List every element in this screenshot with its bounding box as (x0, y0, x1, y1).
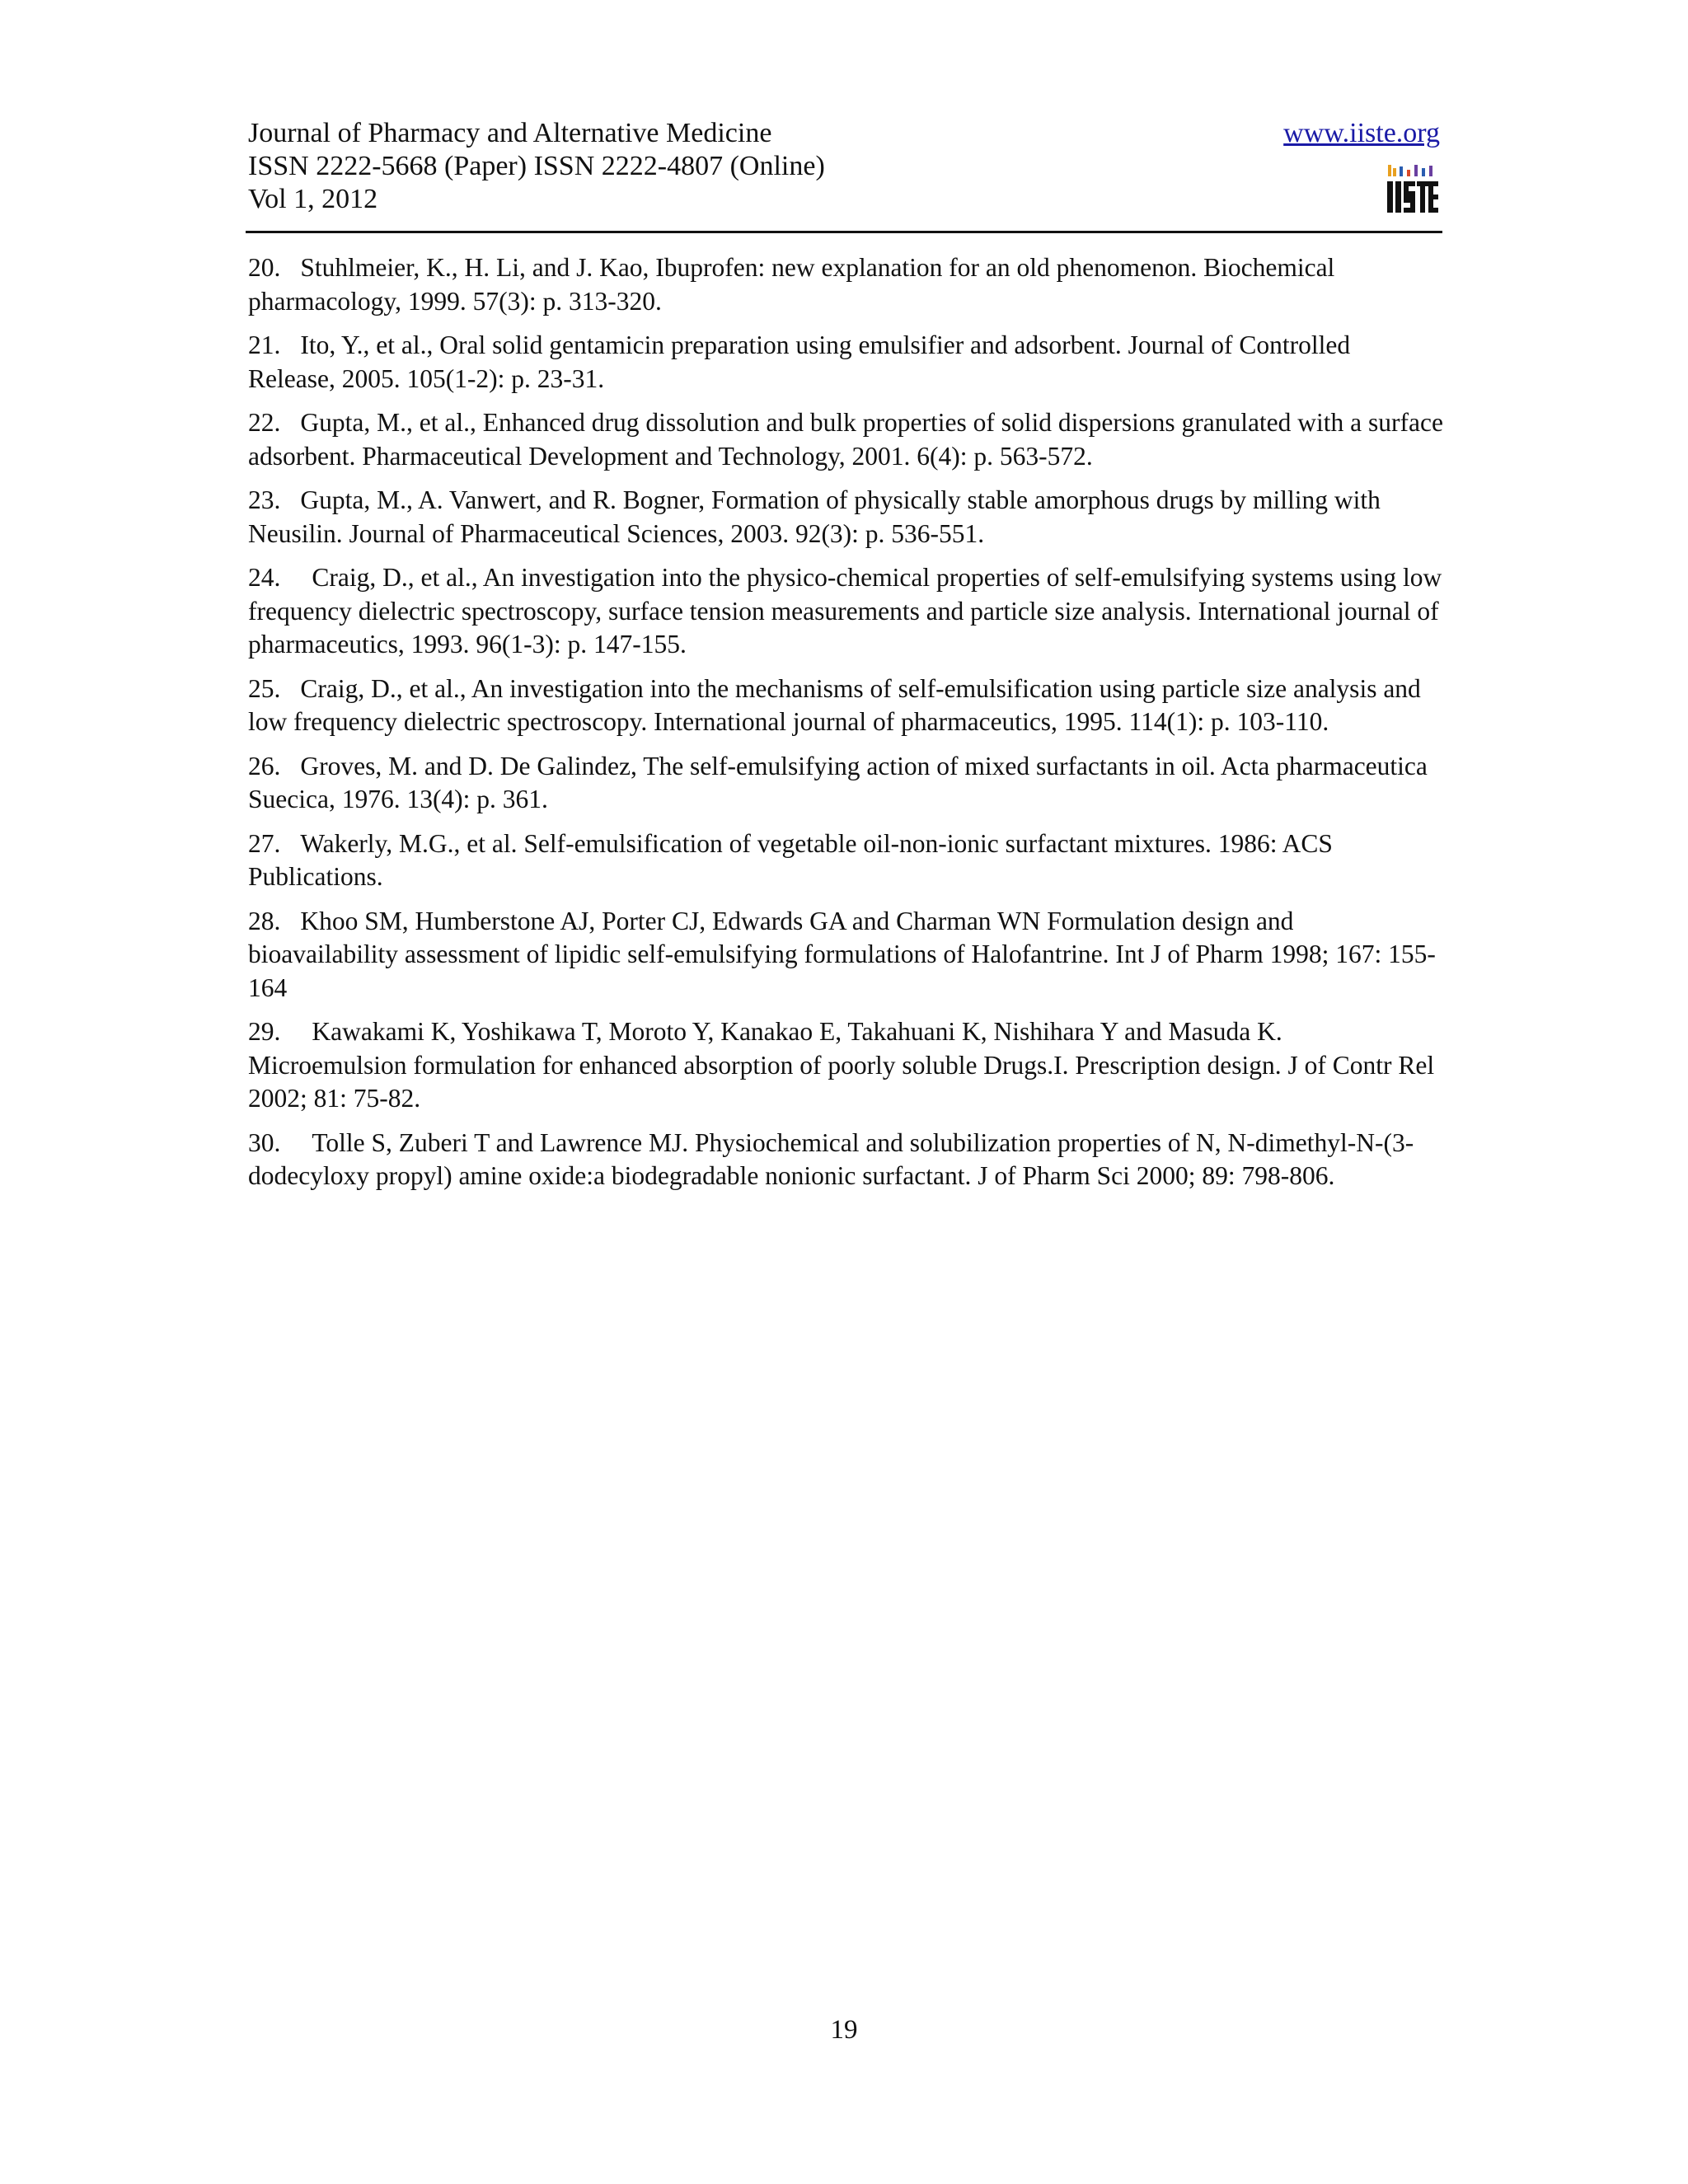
reference-number: 23. (248, 485, 281, 514)
reference-number: 29. (248, 1017, 281, 1046)
reference-number: 28. (248, 906, 281, 935)
reference-number: 26. (248, 751, 281, 780)
reference-text: Ito, Y., et al., Oral solid gentamicin preparation using emulsifier and adsorbent. Journal of Controlled Release, 2005. 105(1-2): p. 23-31. (248, 330, 1351, 393)
reference-item (248, 750, 1443, 817)
reference-number: 27. (248, 828, 281, 858)
reference-list (248, 251, 1443, 1204)
journal-website-link[interactable]: www.iiste.org (1283, 118, 1440, 148)
reference-text: Wakerly, M.G., et al. Self-emulsification of vegetable oil-non-ionic surfactant mixtures. 1986: ACS Publications. (248, 828, 1333, 891)
header-rule (246, 231, 1442, 233)
reference-item (248, 484, 1443, 551)
reference-item (248, 1127, 1443, 1193)
reference-number: 20. (248, 253, 281, 282)
reference-text: Tolle S, Zuberi T and Lawrence MJ. Physiochemical and solubilization properties of N, N-dimethyl-N-(3-dodecyloxy propyl) amine oxide:a biodegradable nonionic surfactant. J of Pharm Sci 2000; 89: 798-806. (248, 1127, 1414, 1190)
reference-text: Khoo SM, Humberstone AJ, Porter CJ, Edwards GA and Charman WN Formulation design and bioavailability assessment of lipidic self-emulsifying formulations of Halofantrine. Int J of Pharm 1998; 167: 155-164 (248, 906, 1436, 1002)
reference-item (248, 251, 1443, 318)
journal-info (248, 117, 825, 216)
reference-number: 22. (248, 408, 281, 437)
page-header (248, 117, 1440, 224)
journal-volume: Vol 1, 2012 (248, 184, 378, 214)
journal-issn: ISSN 2222-5668 (Paper) ISSN 2222-4807 (Online) (248, 151, 825, 181)
reference-text: Craig, D., et al., An investigation into the physico-chemical properties of self-emulsifying systems using low frequency dielectric spectroscopy, surface tension measurements and particle size analysis. International journal of pharmaceutics, 1993. 96(1-3): p. 147-155. (248, 563, 1442, 658)
reference-text: Craig, D., et al., An investigation into the mechanisms of self-emulsification using particle size analysis and low frequency dielectric spectroscopy. International journal of pharmaceutics, 1995. 114(1): p. 103-110. (248, 673, 1421, 736)
reference-number: 25. (248, 673, 281, 703)
reference-item (248, 905, 1443, 1005)
reference-item (248, 827, 1443, 894)
reference-text: Groves, M. and D. De Galindez, The self-emulsifying action of mixed surfactants in oil. Acta pharmaceutica Suecica, 1976. 13(4): p. 361. (248, 751, 1428, 813)
page-number: 19 (830, 2015, 858, 2045)
reference-item (248, 1015, 1443, 1116)
reference-number: 24. (248, 563, 281, 592)
reference-number: 30. (248, 1127, 281, 1157)
reference-item (248, 561, 1443, 662)
reference-item (248, 329, 1443, 396)
reference-number: 21. (248, 330, 281, 359)
iiste-logo (1386, 162, 1440, 216)
reference-item (248, 673, 1443, 739)
reference-text: Kawakami K, Yoshikawa T, Moroto Y, Kanakao E, Takahuani K, Nishihara Y and Masuda K. Microemulsion formulation for enhanced absorption of poorly soluble Drugs.I. Prescription design. J of Contr Rel 2002; 81: 75-82. (248, 1017, 1435, 1113)
journal-title: Journal of Pharmacy and Alternative Medicine (248, 118, 772, 148)
reference-text: Stuhlmeier, K., H. Li, and J. Kao, Ibuprofen: new explanation for an old phenomenon. Biochemical pharmacology, 1999. 57(3): p. 313-320. (248, 253, 1335, 316)
reference-item (248, 406, 1443, 473)
reference-text: Gupta, M., A. Vanwert, and R. Bogner, Formation of physically stable amorphous drugs by milling with Neusilin. Journal of Pharmaceutical Sciences, 2003. 92(3): p. 536-551. (248, 485, 1381, 548)
reference-text: Gupta, M., et al., Enhanced drug dissolution and bulk properties of solid dispersions granulated with a surface adsorbent. Pharmaceutical Development and Technology, 2001. 6(4): p. 563-572. (248, 408, 1443, 471)
